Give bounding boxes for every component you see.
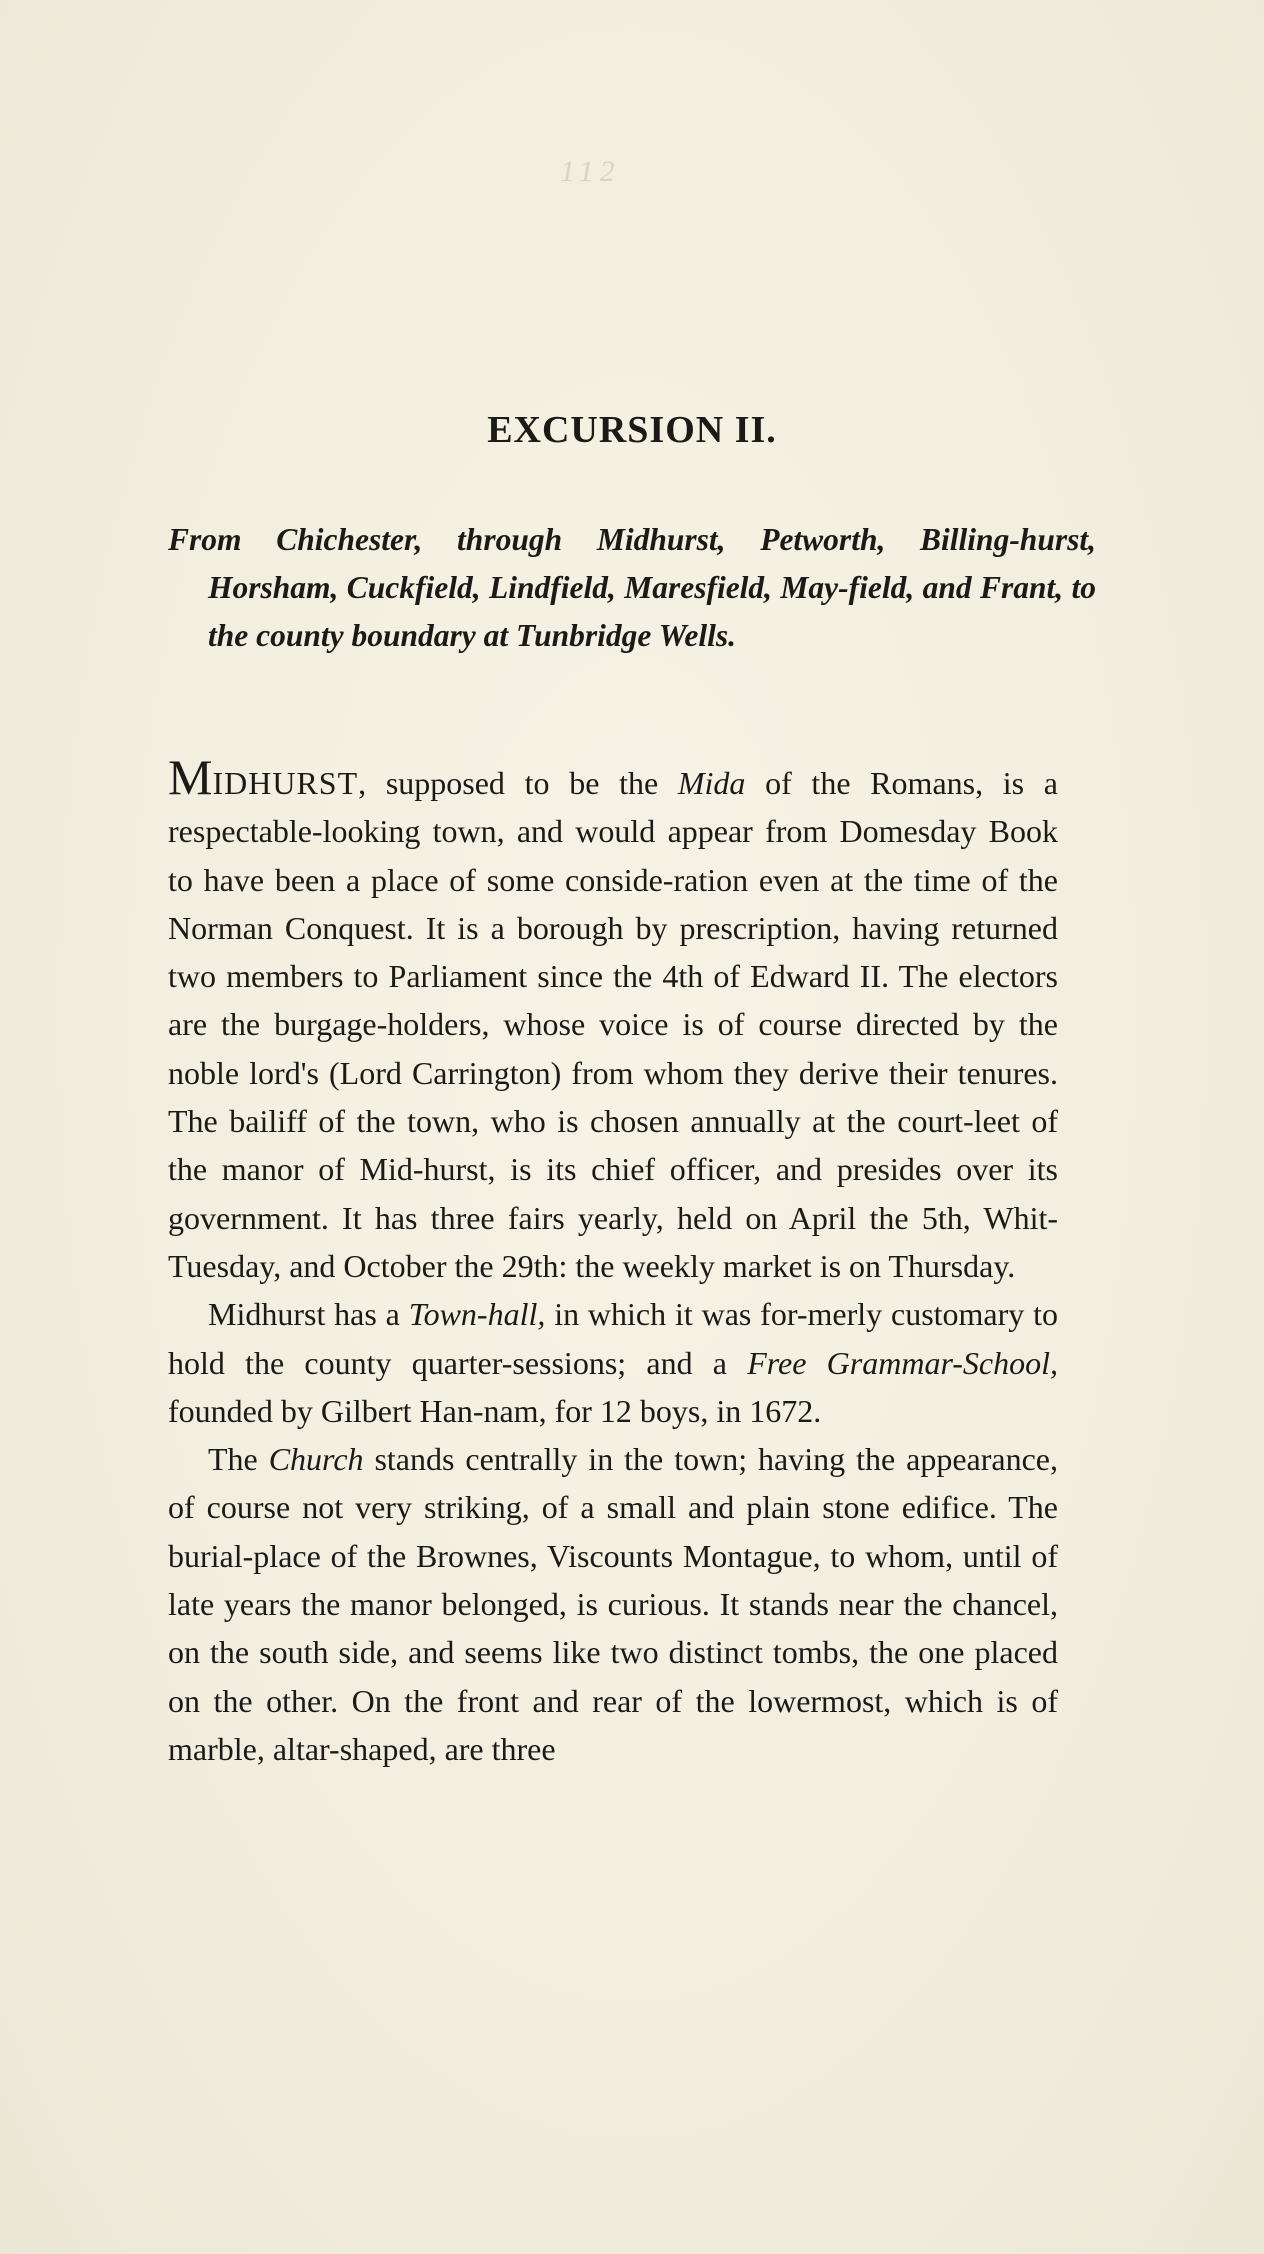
chapter-heading: EXCURSION II. xyxy=(487,409,777,451)
paragraph-townhall xyxy=(168,1290,1058,1435)
route-subtitle: From Chichester, through Midhurst, Petworth, Billing-hurst, Horsham, Cuckfield, Lindfield, Maresfield, May-field, and Frant, to the county boundary at Tunbridge Wells. xyxy=(168,522,1096,653)
paragraph-text: , supposed to be the xyxy=(358,765,678,801)
drop-cap: M xyxy=(168,749,213,805)
paragraph-church xyxy=(168,1435,1058,1773)
church-italic: Church xyxy=(268,1441,364,1478)
bleed-through-page-number: 112 xyxy=(560,155,621,188)
townhall-italic: Town-hall, xyxy=(408,1296,546,1333)
paragraph-text: founded by Gilbert Han-nam, for 12 boys, in 1672. xyxy=(168,1392,822,1429)
paragraph-text: stands centrally in the town; having the appearance, of course not very striking, of a small and plain stone edifice. The burial-place of the Brownes, Viscounts Montague, to whom, until of late years the manor belonged, is curious. It stands near the chancel, on the south side, and seems like two distinct tombs, the one placed on the other. On the front and rear of the lowermost, which is of marble, altar-shaped, are three xyxy=(168,1441,1059,1767)
paragraph-text: Midhurst has a xyxy=(208,1296,409,1333)
paragraph-text: of the Romans, is a respectable-looking town, and would appear from Domesday Book to have been a place of some conside-ration even at the time of the Norman Conquest. It is a borough by prescription, having returned two members to Parliament since the 4th of Edward II. The electors are the burgage-holders, whose voice is of course directed by the noble lord's (Lord Carrington) from whom they derive their tenures. The bailiff of the town, who is chosen annually at the court-leet of the manor of Mid-hurst, is its chief officer, and presides over its government. It has three fairs yearly, held on April the 5th, Whit-Tuesday, and October the 29th: the weekly market is on Thursday. xyxy=(168,765,1059,1284)
paragraph-text: in which it was for-merly customary to hold the county quarter-sessions; and a xyxy=(168,1296,1059,1381)
body-text xyxy=(168,749,1059,1773)
mida-italic: Mida xyxy=(677,765,746,801)
paragraph-text: The xyxy=(208,1441,269,1478)
paragraph-midhurst-intro xyxy=(168,749,1059,1290)
school-italic: Free Grammar-School, xyxy=(747,1344,1058,1381)
town-name-caps: IDHURST xyxy=(212,765,359,801)
